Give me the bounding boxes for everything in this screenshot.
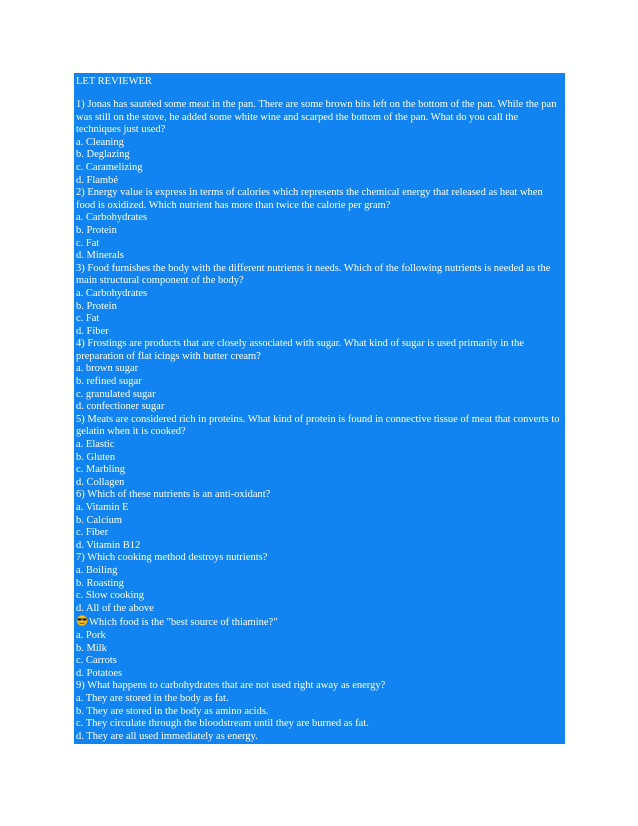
answer-option: b. Protein [76, 300, 117, 312]
question-number: 6) [76, 489, 88, 501]
answer-option: b. Milk [76, 642, 107, 654]
question-body: Which of these nutrients is an anti-oxidant? [87, 489, 271, 501]
answer-option: c. They circulate through the bloodstream until they are burned as fat. [76, 718, 369, 730]
question-text [76, 615, 564, 630]
question-number: 4) [76, 338, 88, 350]
answer-option: d. All of the above [76, 602, 154, 614]
answer-option: d. Flambé [76, 174, 118, 186]
answer-option: d. Fiber [76, 325, 109, 337]
answer-option: b. refined sugar [76, 376, 142, 388]
question-block [76, 99, 564, 187]
answer-option: a. Carbohydrates [76, 287, 148, 299]
answer-option: a. brown sugar [76, 363, 139, 375]
answer-option: a. Elastic [76, 439, 115, 451]
question-body: Jonas has sautéed some meat in the pan. There are some brown bits left on the bottom of the pan. While the pan was still on the stove, he added some white wine and scarped the bottom of the pan. What do you call the techniques just used? [76, 99, 557, 136]
question-body: What happens to carbohydrates that are not used right away as energy? [87, 680, 386, 692]
title-spacer [76, 89, 564, 99]
answer-option: a. Pork [76, 629, 106, 641]
answer-option: b. Protein [76, 224, 117, 236]
answer-option: b. They are stored in the body as amino acids. [76, 705, 269, 717]
answer-option: c. Fiber [76, 527, 109, 539]
answer-option: d. Minerals [76, 250, 124, 262]
question-block [76, 338, 564, 414]
question-body: Frostings are products that are closely associated with sugar. What kind of sugar is used primarily in the preparation of flat icings with butter cream? [76, 338, 525, 362]
reviewer-content [76, 74, 564, 743]
question-text [76, 680, 564, 693]
answer-option: c. Fat [76, 237, 100, 249]
answer-option: b. Gluten [76, 451, 116, 463]
answer-option: d. Collagen [76, 476, 125, 488]
question-number: 5) [76, 413, 88, 425]
answer-option: c. Marbling [76, 464, 125, 476]
question-block [76, 414, 564, 490]
question-text [76, 99, 564, 137]
answer-option: c. Slow cooking [76, 590, 144, 602]
answer-option: b. Deglazing [76, 149, 130, 161]
question-text [76, 187, 564, 212]
question-body: Which cooking method destroys nutrients? [87, 552, 268, 564]
answer-option: b. Roasting [76, 577, 124, 589]
question-body: Which food is the "best source of thiamine?" [89, 617, 278, 629]
answer-option: d. They are all used immediately as energy. [76, 730, 258, 742]
answer-option: c. Caramelizing [76, 161, 143, 173]
question-number: 3) [76, 262, 88, 274]
question-body: Food furnishes the body with the different nutrients it needs. Which of the following nutrients is needed as the main structural component of the body? [76, 262, 551, 287]
question-number: 9) [76, 680, 88, 692]
question-list [76, 99, 564, 743]
question-text [76, 552, 564, 565]
question-block [76, 489, 564, 552]
answer-option: d. Potatoes [76, 667, 123, 679]
answer-option: a. Vitamin E [76, 502, 129, 513]
question-number: 1) [76, 99, 88, 110]
question-text [76, 414, 564, 439]
question-block [76, 615, 564, 680]
question-body: Energy value is express in terms of calories which represents the chemical energy that released as heat when food is oxidized. Which nutrient has more than twice the calorie per gram? [76, 187, 543, 211]
question-text [76, 263, 564, 288]
document-title: LET REVIEWER [76, 76, 152, 87]
sunglasses-emoji-icon [76, 615, 88, 626]
answer-option: c. Carrots [76, 655, 117, 667]
question-block [76, 552, 564, 615]
question-block [76, 680, 564, 743]
answer-option: a. They are stored in the body as fat. [76, 692, 229, 704]
question-number: 7) [76, 552, 88, 564]
question-block [76, 263, 564, 339]
question-text [76, 338, 564, 363]
question-body: Meats are considered rich in proteins. What kind of protein is found in connective tissue of meat that converts to gelatin when it is cooked? [76, 413, 560, 438]
answer-option: d. confectioner sugar [76, 401, 165, 413]
answer-option: a. Boiling [76, 564, 118, 576]
question-block [76, 187, 564, 263]
question-text [76, 489, 564, 502]
answer-option: a. Carbohydrates [76, 212, 148, 224]
answer-option: c. granulated sugar [76, 388, 156, 400]
answer-option: a. Cleaning [76, 136, 124, 148]
answer-option: b. Calcium [76, 514, 123, 526]
question-number: 2) [76, 187, 88, 199]
answer-option: d. Vitamin B12 [76, 539, 141, 551]
answer-option: c. Fat [76, 313, 100, 325]
